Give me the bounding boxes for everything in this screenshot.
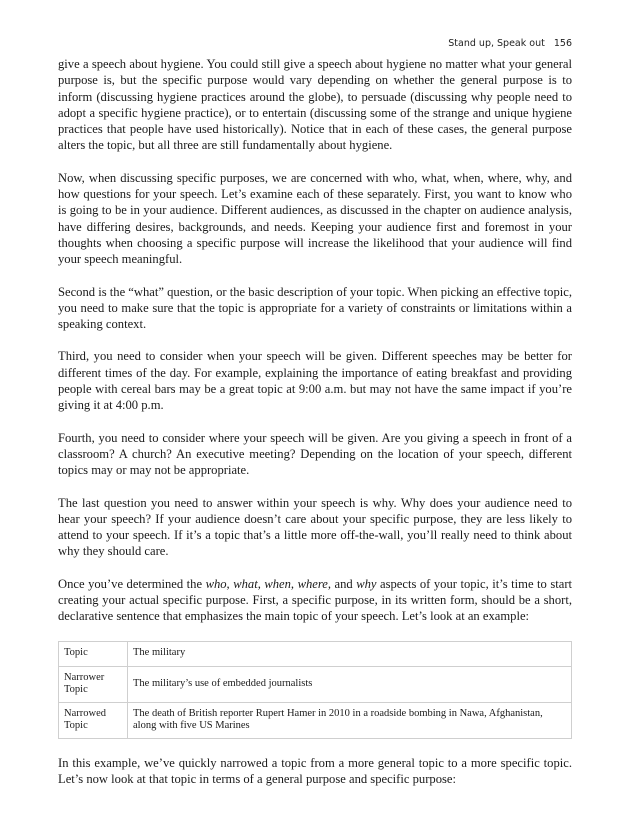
table-cell-label: Narrowed Topic xyxy=(59,702,128,738)
page-number: 156 xyxy=(553,38,572,49)
paragraph-5: Fourth, you need to consider where your speech will be given. Are you giving a speech in front of a classroom? A church? An executive meeting? Depending on the location of your speech, different topics may or may not be appropriate. xyxy=(58,430,572,478)
paragraph-7 xyxy=(58,576,572,625)
paragraph-7-italic-2: why xyxy=(356,576,377,591)
table-row xyxy=(59,641,572,666)
running-header xyxy=(448,38,572,49)
paragraph-6: The last question you need to answer within your speech is why. Why does your audience need to hear your speech? If your audience doesn’t care about your specific purpose, they are less likely to attend to your speech. If it’s a topic that’s a little more off-the-wall, you’ll really need to think about why they should care. xyxy=(58,495,572,559)
table-row xyxy=(59,666,572,702)
table-cell-label: Narrower Topic xyxy=(59,666,128,702)
body-text xyxy=(58,56,572,787)
paragraph-3: Second is the “what” question, or the basic description of your topic. When picking an effective topic, you need to make sure that the topic is appropriate for a variety of constraints or limitations within a speaking context. xyxy=(58,284,572,332)
topic-narrowing-table-wrap xyxy=(58,641,572,739)
paragraph-1: give a speech about hygiene. You could still give a speech about hygiene no matter what your general purpose is, but the specific purpose would vary depending on whether the general purpose is to inform (discussing hygiene practices around the globe), to persuade (discussing why people need to adopt a specific hygiene practice), or to entertain (discussing some of the strange and unique hygiene practices that people have used historically). Notice that in each of these cases, the general purpose alters the topic, but all three are still fundamentally about hygiene. xyxy=(58,57,572,153)
topic-narrowing-table xyxy=(58,641,572,739)
table-row xyxy=(59,702,572,738)
header-title: Stand up, Speak out xyxy=(448,38,545,49)
paragraph-7-part-b: and xyxy=(331,576,357,591)
paragraph-2: Now, when discussing specific purposes, we are concerned with who, what, when, where, why, and how questions for your speech. Let’s examine each of these separately. First, you want to know who is going to be in your audience. Different audiences, as discussed in the chapter on audience analysis, have differing desires, backgrounds, and needs. Keeping your audience first and foremost in your thoughts when choosing a specific purpose will increase the likelihood that your audience will find your speech meaningful. xyxy=(58,170,572,267)
table-cell-value: The military’s use of embedded journalists xyxy=(128,666,572,702)
paragraph-4: Third, you need to consider when your speech will be given. Different speeches may be better for different times of the day. For example, explaining the importance of eating breakfast and providing people with cereal bars may be a great topic at 9:00 a.m. but may not have the same impact if you’re giving it at 4:00 p.m. xyxy=(58,349,572,413)
paragraph-7-part-c: aspects of your topic, it’s time to start creating your actual specific purpose. First, a specific purpose, in its written form, should be a short, declarative sentence that emphasizes the main topic of your speech. Let’s look at an example: xyxy=(58,576,573,624)
table-cell-value: The death of British reporter Rupert Hamer in 2010 in a roadside bombing in Nawa, Afghanistan, along with five US Marines xyxy=(128,702,572,738)
paragraph-7-italic-1: who, what, when, where, xyxy=(205,576,332,591)
table-cell-value: The military xyxy=(128,641,572,666)
table-cell-label: Topic xyxy=(59,641,128,666)
paragraph-8: In this example, we’ve quickly narrowed a topic from a more general topic to a more specific topic. Let’s now look at that topic in terms of a general purpose and specific purpose: xyxy=(58,755,572,786)
paragraph-7-part-a: Once you’ve determined the xyxy=(58,576,206,591)
